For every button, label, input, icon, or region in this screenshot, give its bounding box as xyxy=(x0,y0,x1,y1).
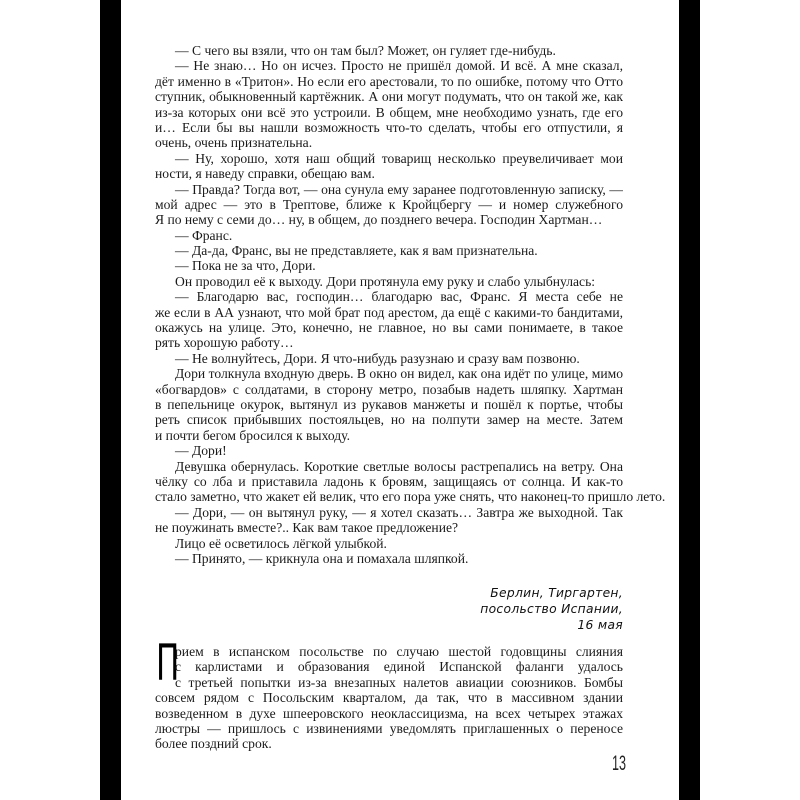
text-line: Дори толкнула входную дверь. В окно он видел, как она идёт по улице, мимо xyxy=(175,366,623,382)
text-line: ности, я наведу справки, обещаю вам. xyxy=(155,166,375,182)
paragraph xyxy=(155,243,623,258)
text-line: с карлистами и образования единой Испанской фаланги удалось xyxy=(175,659,623,675)
paragraph xyxy=(155,258,623,273)
paragraph xyxy=(155,443,623,458)
paragraph xyxy=(155,228,623,243)
paragraph xyxy=(155,182,623,228)
paragraph xyxy=(155,551,623,566)
text-line: в пепельнице окурок, вытянул из рукавов манжеты и пошёл к портье, чтобы xyxy=(155,396,623,412)
text-line: же если в АА узнают, что мой брат под арестом, да ещё с какими-то бандитами, xyxy=(155,304,623,320)
text-line: — Не волнуйтесь, Дори. Я что-нибудь разузнаю и сразу вам позвоню. xyxy=(175,350,580,366)
drop-cap: П xyxy=(156,634,180,692)
paragraph xyxy=(155,351,623,366)
text-line: — Правда? Тогда вот, — она сунула ему заранее подготовленную записку, — xyxy=(175,181,623,197)
paragraph xyxy=(155,43,623,58)
page-edge-right xyxy=(679,0,700,800)
text-line: люстры — пришлось с извинениями уведомлять приглашенных о переносе xyxy=(155,720,623,736)
text-line: — Дори, — он вытянул руку, — я хотел сказать… Завтра же выходной. Так xyxy=(175,504,623,520)
text-line: — Благодарю вас, господин… благодарю вас, Франс. Я места себе не xyxy=(175,289,623,305)
text-line: Лицо её осветилось лёгкой улыбкой. xyxy=(175,535,387,551)
heading-line: 16 мая xyxy=(577,618,623,632)
paragraph xyxy=(155,366,623,443)
text-line: окажусь на улице. Это, конечно, не главное, но вы сами понимаете, в такое xyxy=(155,320,623,336)
text-line: мой адрес — это в Трептове, ближе к Кройцбергу — и номер служебного xyxy=(155,196,623,212)
paragraph xyxy=(155,274,623,289)
heading-line: Берлин, Тиргартен, xyxy=(490,586,623,600)
text-line: Он проводил её к выходу. Дори протянула ему руку и слабо улыбнулась: xyxy=(175,273,596,289)
paragraph xyxy=(155,505,623,536)
heading-line: посольство Испании, xyxy=(480,602,623,616)
text-line: совсем рядом с Посольским кварталом, да так, что в массивном здании xyxy=(155,690,623,706)
paragraph xyxy=(155,458,666,505)
text-line: — Да-да, Франс, вы не представляете, как я вам признательна. xyxy=(175,243,538,259)
text-line: Я по нему с семи до… ну, в общем, до позднего вечера. Господин Хартман… xyxy=(155,212,603,228)
text-line: чёлку со лба и приставила ладонь к бровям, защищаясь от солнца. И как-то xyxy=(155,473,623,489)
section-heading xyxy=(480,585,623,633)
text-line: возведенном в духе шпееровского неоклассицизма, на всех четырех этажах xyxy=(155,705,623,721)
page-edge-left xyxy=(100,0,121,800)
text-line: более поздний срок. xyxy=(155,736,272,752)
text-line: — Дори! xyxy=(175,443,227,459)
body-text xyxy=(155,43,666,566)
text-line: стало заметно, что жакет ей велик, что его пора уже снять, что наконец-то пришло лето. xyxy=(155,489,666,505)
text-line: и… Если бы вы нашли возможность что-то сделать, чтобы его отпустили, я xyxy=(155,119,623,135)
text-line: — Принято, — крикнула она и помахала шляпкой. xyxy=(175,550,469,566)
text-line: реть список прибывших постояльцев, но на полпути замер на месте. Затем xyxy=(155,412,623,428)
text-line: очень, очень признательна. xyxy=(155,135,313,151)
paragraph xyxy=(155,58,623,150)
text-line: — Пока не за что, Дори. xyxy=(175,258,316,274)
text-line: рять хорошую работу… xyxy=(155,335,294,351)
text-line: — Ну, хорошо, хотя наш общий товарищ несколько преувеличивает мои xyxy=(175,150,623,166)
paragraph xyxy=(155,289,623,351)
text-line: из-за которых они всё это устроили. В общем, мне необходимо узнать, где его xyxy=(155,104,623,120)
text-line: рием в испанском посольстве по случаю шестой годовщины слияния xyxy=(175,644,623,659)
text-line: — Не знаю… Но он исчез. Просто не пришёл домой. И всё. А мне сказал, xyxy=(175,58,623,74)
section-body-text xyxy=(155,644,623,752)
page-number: 13 xyxy=(612,752,627,775)
text-line: дёт именно в «Тритон». Но если его арестовали, то по ошибке, потому что Отто xyxy=(155,73,623,89)
text-line: — С чего вы взяли, что он там был? Может, он гуляет где-нибудь. xyxy=(175,43,556,58)
text-line: ступник, обыкновенный картёжник. А они могут подумать, что он такой же, как xyxy=(155,89,623,105)
text-line: Девушка обернулась. Короткие светлые волосы растрепались на ветру. Она xyxy=(175,458,623,474)
text-line: — Франс. xyxy=(175,227,233,243)
text-line: не поужинать вместе?.. Как вам такое предложение? xyxy=(155,520,459,536)
paragraph xyxy=(155,151,623,182)
paragraph xyxy=(155,536,623,551)
text-line: с третьей попытки из-за внезапных налетов авиации союзников. Бомбы xyxy=(175,674,623,690)
text-line: «богвардов» с солдатами, в сторону метро, позабыв надеть шляпку. Хартман xyxy=(155,381,623,397)
text-line: и почти бегом бросился к выходу. xyxy=(155,427,351,443)
